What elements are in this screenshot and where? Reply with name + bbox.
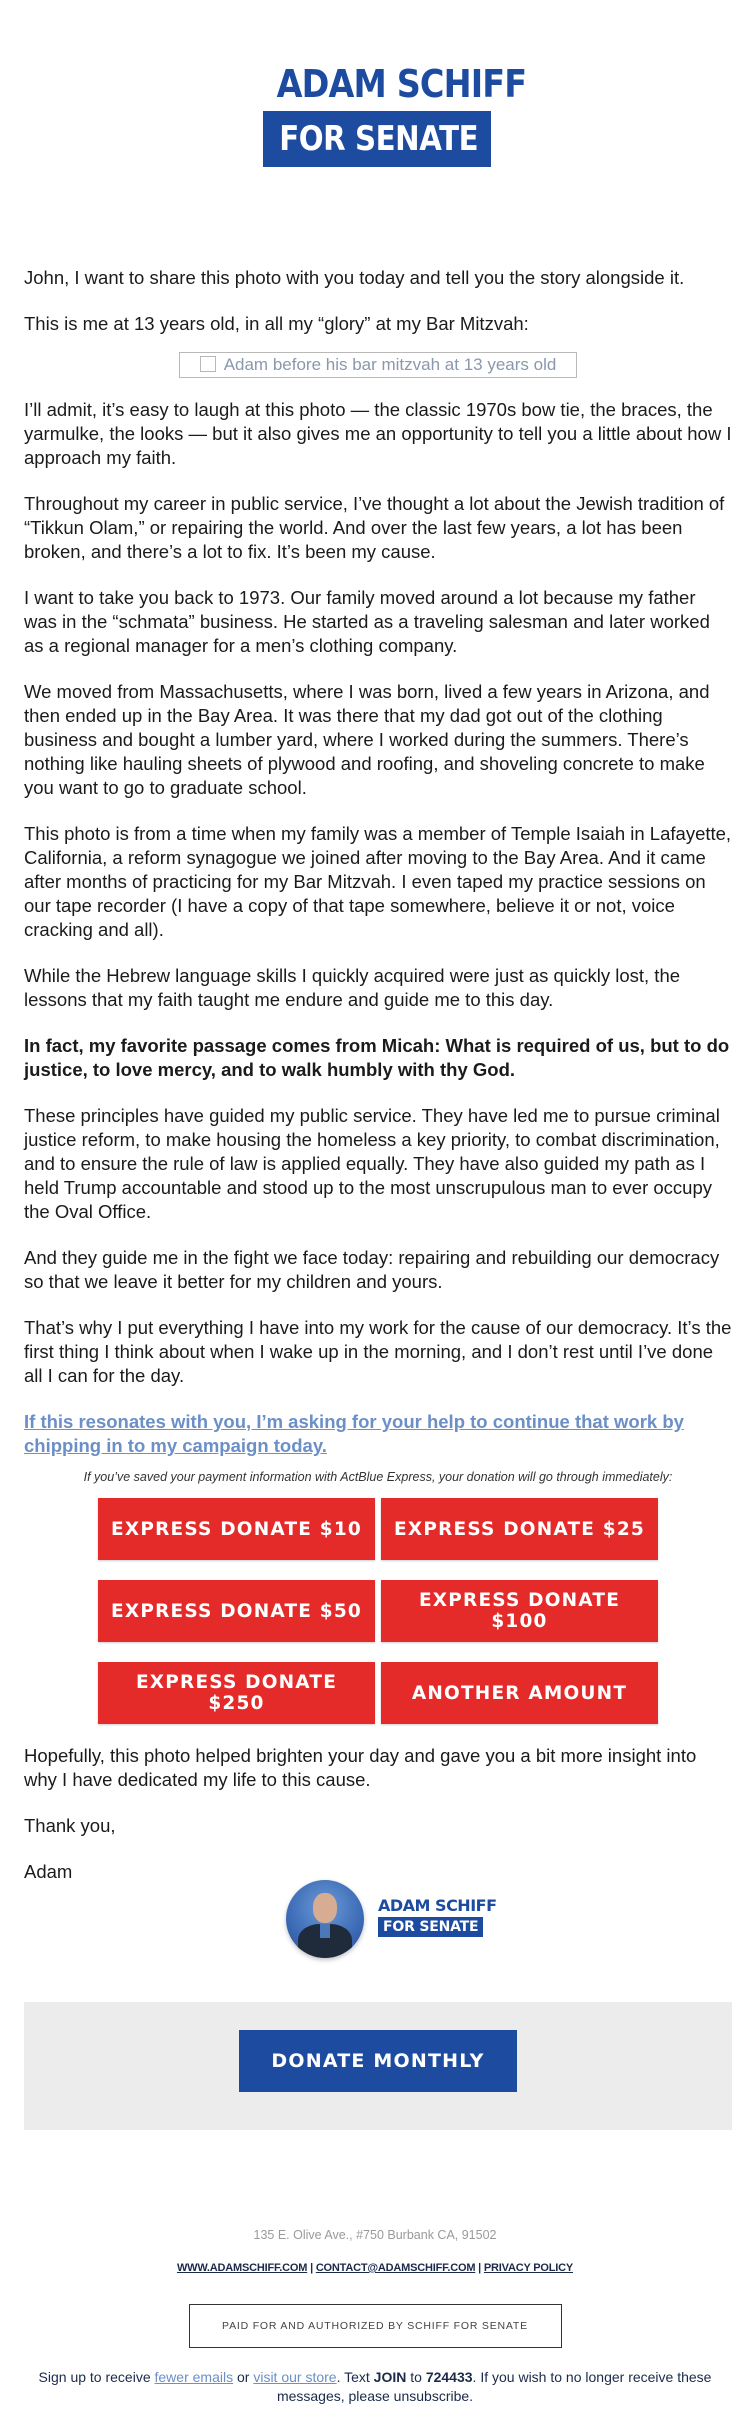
mini-campaign-logo <box>378 1897 497 1937</box>
signup-text <box>25 2368 725 2406</box>
closing-thanks: Thank you, <box>24 1815 116 1836</box>
paragraph: We moved from Massachusetts, where I was born, lived a few years in Arizona, and then ended up in the Bay Area. It was there that my dad got out of the clothing business and bought a lumber yard, where I worked during the summers. There’s nothing like hauling sheets of plywood and roofing, and shoveling concrete to make you want to go to graduate school. <box>24 681 710 798</box>
broken-image-icon <box>200 356 216 372</box>
donate-button-grid <box>98 1498 658 1724</box>
express-donate-250-button[interactable]: EXPRESS DONATE $250 <box>98 1662 375 1724</box>
signup-or: or <box>233 2369 254 2385</box>
paid-for-disclaimer <box>189 2304 562 2348</box>
photo-alt-text: Adam before his bar mitzvah at 13 years old <box>223 355 557 374</box>
paragraph: Throughout my career in public service, I’ve thought a lot about the Jewish tradition of “Tikkun Olam,” or repairing the world. And over the last few years, a lot has been broken, and there’s a lot to fix. It’s been my cause. <box>24 493 725 562</box>
paragraph: That’s why I put everything I have into my work for the cause of our democracy. It’s the first thing I think about when I wake up in the morning, and I don’t rest until I’ve done all I can for the day. <box>24 1317 732 1386</box>
logo-subtitle-box <box>263 111 491 167</box>
express-donate-100-button[interactable]: EXPRESS DONATE $100 <box>381 1580 658 1642</box>
sms-number: 724433 <box>425 2369 473 2385</box>
privacy-policy-link[interactable]: PRIVACY POLICY <box>483 2262 574 2274</box>
paragraph: I’ll admit, it’s easy to laugh at this photo — the classic 1970s bow tie, the braces, the yarmulke, the looks — but it also gives me an opportunity to tell you a little about how I approach my faith. <box>24 399 732 468</box>
donate-monthly-button[interactable]: DONATE MONTHLY <box>239 2030 517 2092</box>
avatar-shirt-shape <box>320 1924 330 1938</box>
micah-quote-paragraph: In fact, my favorite passage comes from Micah: What is required of us, but to do justice, to love mercy, and to walk humbly with thy God. <box>24 1035 730 1080</box>
fewer-emails-link[interactable]: fewer emails <box>154 2369 234 2385</box>
signup-prefix: Sign up to receive <box>38 2369 155 2385</box>
express-donate-25-button[interactable]: EXPRESS DONATE $25 <box>381 1498 658 1560</box>
actblue-express-note: If you’ve saved your payment information with ActBlue Express, your donation will go through immediately: <box>83 1470 673 1484</box>
chip-in-link[interactable]: If this resonates with you, I’m asking for your help to continue that work by chipping in to my campaign today. <box>24 1411 684 1456</box>
mini-logo-name: ADAM SCHIFF <box>378 1896 497 1915</box>
express-donate-10-button[interactable]: EXPRESS DONATE $10 <box>98 1498 375 1560</box>
donate-row <box>98 1580 658 1642</box>
signup-suffix: . If you wish to no longer receive these messages, please unsubscribe. <box>276 2369 712 2404</box>
logo-subtitle: FOR SENATE <box>279 119 479 159</box>
paid-for-text: PAID FOR AND AUTHORIZED BY SCHIFF FOR SENATE <box>222 2320 528 2332</box>
paragraph: While the Hebrew language skills I quickly acquired were just as quickly lost, the lessons that my faith taught me endure and guide me to this day. <box>24 965 681 1010</box>
sms-keyword: JOIN <box>373 2369 407 2385</box>
visit-store-link[interactable]: visit our store <box>253 2369 337 2385</box>
logo-name: ADAM SCHIFF <box>276 62 527 106</box>
footer-links <box>0 2262 750 2274</box>
donate-row <box>98 1662 658 1724</box>
letter-body <box>24 266 732 1906</box>
another-amount-button[interactable]: ANOTHER AMOUNT <box>381 1662 658 1724</box>
paragraph: John, I want to share this photo with you today and tell you the story alongside it. <box>24 267 685 288</box>
contact-email-link[interactable]: CONTACT@ADAMSCHIFF.COM <box>315 2262 476 2274</box>
signature: Adam <box>24 1861 73 1882</box>
link-separator: | <box>478 2262 482 2274</box>
paragraph: This photo is from a time when my family was a member of Temple Isaiah in Lafayette, California, a reform synagogue we joined after moving to the Bay Area. And it came after months of practicing for my Bar Mitzvah. I even taped my practice sessions on our tape recorder (I have a copy of that tape somewhere, believe it or not, voice cracking and all). <box>24 823 732 940</box>
paragraph: Hopefully, this photo helped brighten your day and gave you a bit more insight into why I have dedicated my life to this cause. <box>24 1745 697 1790</box>
paragraph: And they guide me in the fight we face today: repairing and rebuilding our democracy so that we leave it better for my children and yours. <box>24 1247 720 1292</box>
bar-mitzvah-photo <box>179 352 577 378</box>
mini-logo-subtitle: FOR SENATE <box>378 1917 483 1937</box>
paragraph: I want to take you back to 1973. Our family moved around a lot because my father was in the “schmata” business. He started as a traveling salesman and later worked as a regional manager for a men’s clothing company. <box>24 587 710 656</box>
link-separator: | <box>310 2262 313 2274</box>
website-link[interactable]: WWW.ADAMSCHIFF.COM <box>176 2262 308 2274</box>
donate-monthly-section <box>24 2002 732 2130</box>
paragraph: These principles have guided my public service. They have led me to pursue criminal justice reform, to make housing the homeless a key priority, to combat discrimination, and to ensure the rule of law is applied equally. They have also guided my path as I held Trump accountable and stood up to the most unscrupulous man to ever occupy the Oval Office. <box>24 1105 720 1222</box>
donate-row <box>98 1498 658 1560</box>
signoff-logo <box>286 1880 497 1960</box>
mailing-address: 135 E. Olive Ave., #750 Burbank CA, 91502 <box>253 2228 497 2242</box>
avatar-head-shape <box>313 1893 337 1923</box>
campaign-logo <box>263 62 527 167</box>
adam-schiff-avatar <box>286 1880 364 1958</box>
footer <box>0 2228 750 2406</box>
express-donate-50-button[interactable]: EXPRESS DONATE $50 <box>98 1580 375 1642</box>
paragraph: This is me at 13 years old, in all my “glory” at my Bar Mitzvah: <box>24 313 529 334</box>
signup-text-part: . Text <box>336 2369 374 2385</box>
signup-to: to <box>406 2369 426 2385</box>
